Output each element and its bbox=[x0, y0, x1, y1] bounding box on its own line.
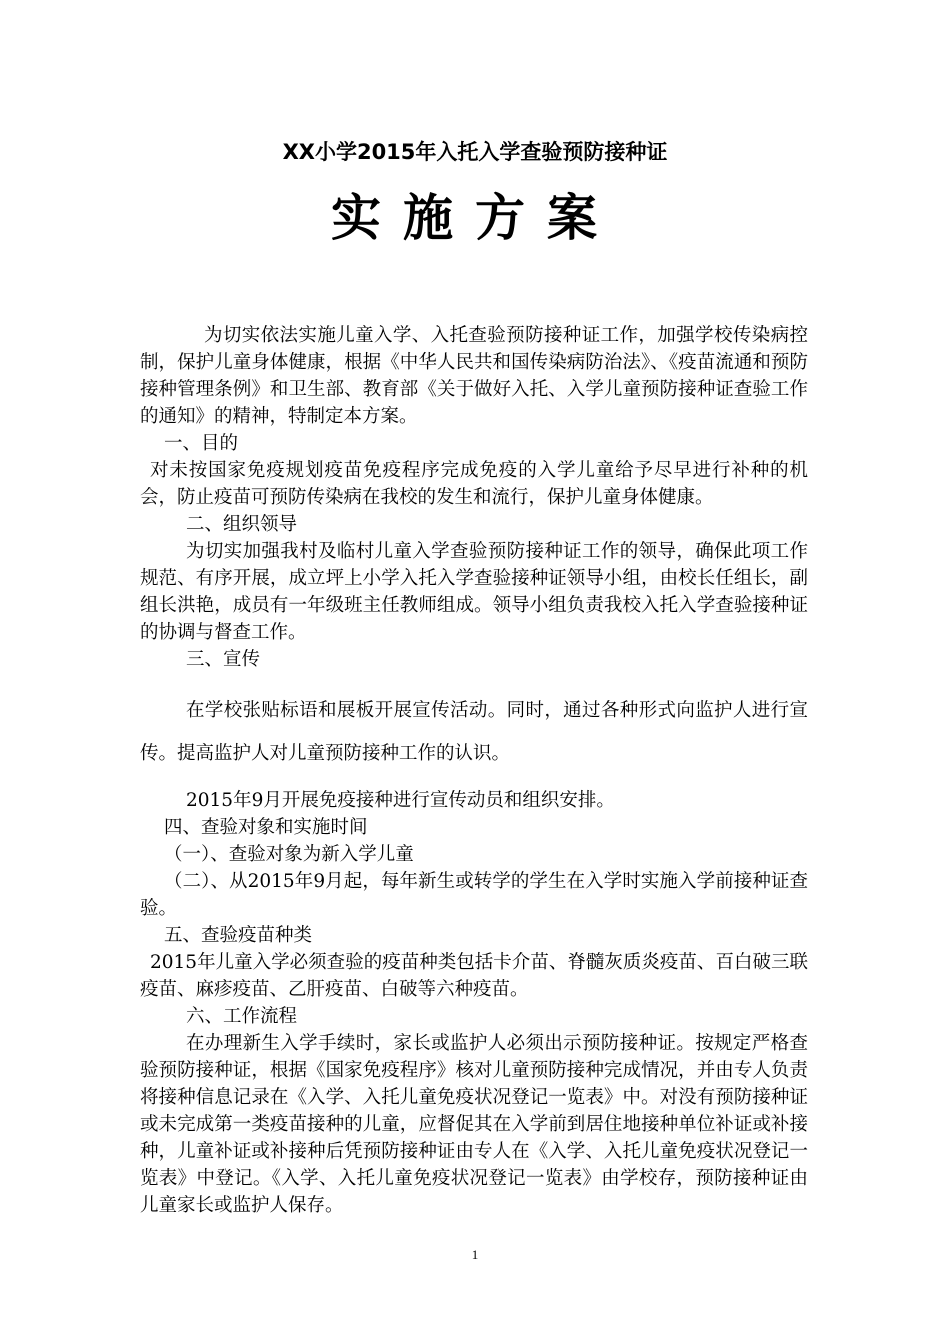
publicity-date-paragraph: 2015年9月开展免疫接种进行宣传动员和组织安排。 bbox=[186, 790, 615, 811]
document-subtitle: XX小学2015年入托入学查验预防接种证 bbox=[282, 140, 668, 164]
section-heading-vaccines: 五、查验疫苗种类 bbox=[164, 925, 313, 946]
targets-item-1: （一）、查验对象为新入学儿童 bbox=[164, 844, 414, 865]
section-heading-organization: 二、组织领导 bbox=[186, 514, 298, 535]
section-heading-purpose: 一、目的 bbox=[164, 433, 239, 454]
vaccines-paragraph: 2015年儿童入学必须查验的疫苗种类包括卡介苗、脊髓灰质炎疫苗、百白破三联疫苗、麻疹疫苗、乙肝疫苗、白破等六种疫苗。 bbox=[140, 952, 808, 1000]
purpose-paragraph: 对未按国家免疫规划疫苗免疫程序完成免疫的入学儿童给予尽早进行补种的机会，防止疫苗可预防传染病在我校的发生和流行，保护儿童身体健康。 bbox=[140, 460, 808, 508]
section-heading-workflow: 六、工作流程 bbox=[186, 1006, 298, 1027]
document-body bbox=[140, 322, 808, 1219]
workflow-paragraph: 在办理新生入学手续时，家长或监护人必须出示预防接种证。按规定严格查验预防接种证，根据《国家免疫程序》核对儿童预防接种完成情况，并由专人负责将接种信息记录在《入学、入托儿童免疫状况登记一览表》中。对没有预防接种证或未完成第一类疫苗接种的儿童，应督促其在入学前到居住地接种单位补证或补接种，儿童补证或补接种后凭预防接种证由专人在《入学、入托儿童免疫状况登记一览表》中登记。《入学、入托儿童免疫状况登记一览表》由学校存，预防接种证由儿童家长或监护人保存。 bbox=[140, 1033, 808, 1216]
document-title: 实施方案 bbox=[331, 188, 619, 247]
organization-paragraph: 为切实加强我村及临村儿童入学查验预防接种证工作的领导，确保此项工作规范、有序开展，成立坪上小学入托入学查验接种证领导小组，由校长任组长，副组长洪艳，成员有一年级班主任教师组成。领导小组负责我校入托入学查验接种证的协调与督查工作。 bbox=[140, 541, 808, 643]
publicity-paragraph: 在学校张贴标语和展板开展宣传活动。同时，通过各种形式向监护人进行宣传。提高监护人对儿童预防接种工作的认识。 bbox=[140, 700, 808, 764]
section-heading-targets: 四、查验对象和实施时间 bbox=[164, 817, 368, 838]
intro-paragraph: 为切实依法实施儿童入学、入托查验预防接种证工作，加强学校传染病控制，保护儿童身体健康，根据《中华人民共和国传染病防治法》、《疫苗流通和预防接种管理条例》和卫生部、教育部《关于做好入托、入学儿童预防接种证查验工作的通知》的精神，特制定本方案。 bbox=[140, 325, 808, 427]
page-number: 1 bbox=[471, 1247, 479, 1262]
targets-item-2: （二）、从2015年9月起，每年新生或转学的学生在入学时实施入学前接种证查验。 bbox=[140, 871, 808, 919]
section-heading-publicity: 三、宣传 bbox=[186, 649, 261, 670]
